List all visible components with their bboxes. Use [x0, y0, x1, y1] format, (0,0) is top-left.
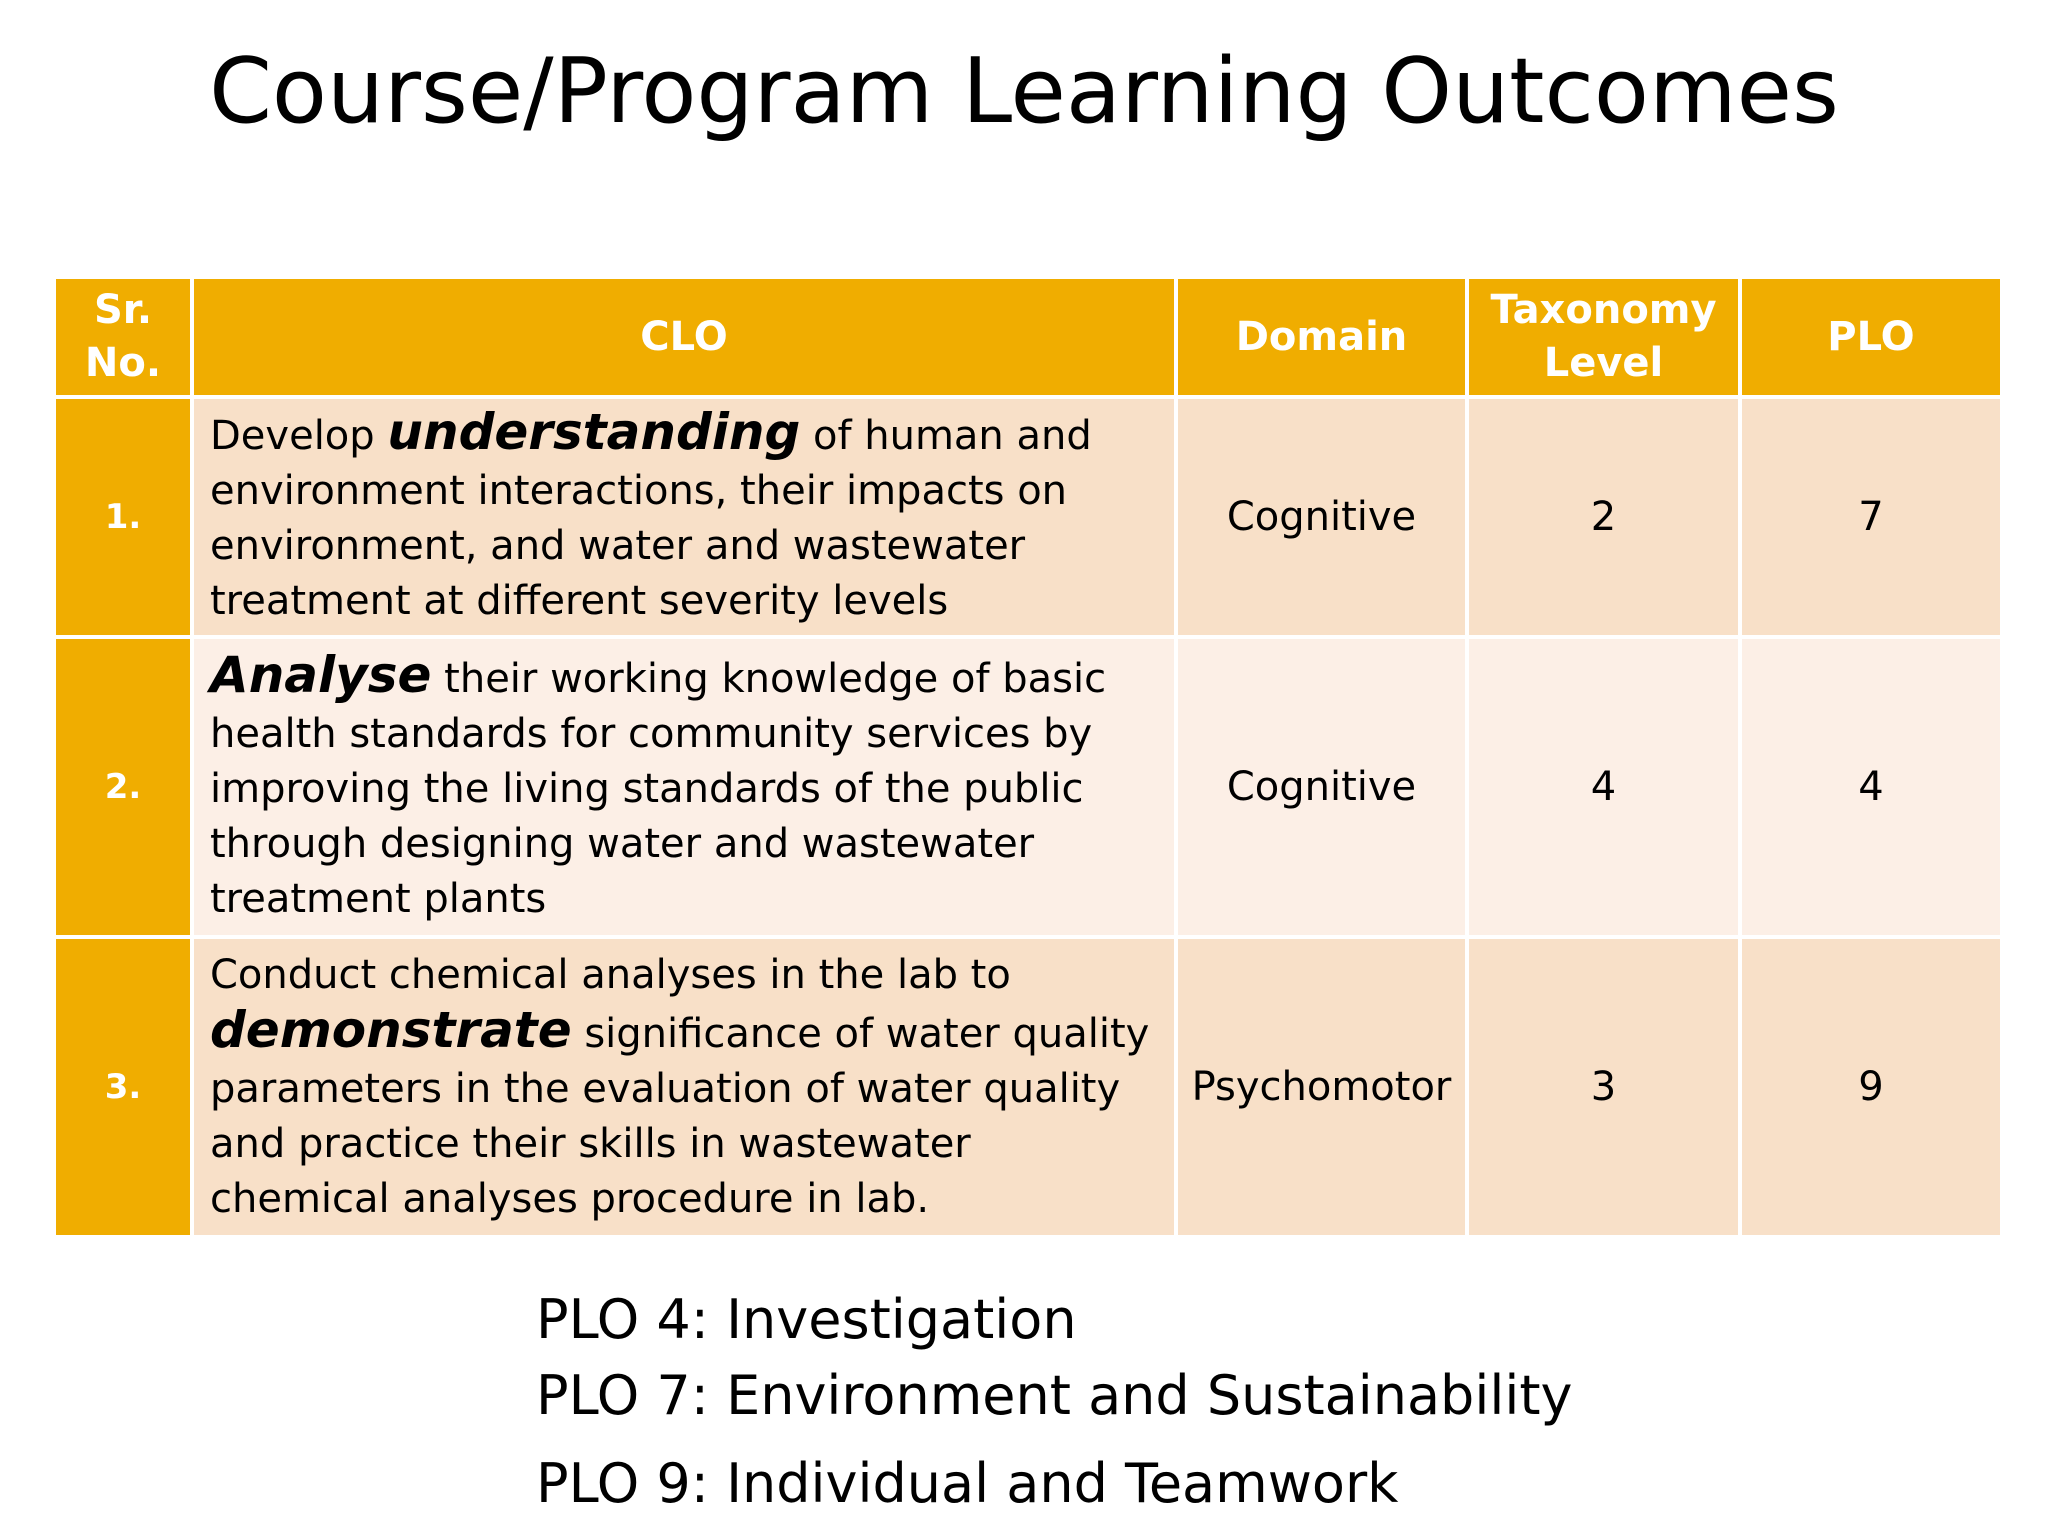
taxonomy-level-cell: 3 — [1467, 937, 1740, 1237]
header-taxonomy-line1: Taxonomy — [1490, 287, 1717, 333]
plo-cell: 7 — [1740, 397, 2002, 637]
header-taxonomy-line2: Level — [1543, 340, 1664, 386]
header-domain: Domain — [1176, 277, 1467, 397]
header-sr-line2: No. — [84, 340, 162, 386]
clo-cell — [192, 397, 1176, 637]
taxonomy-level-cell: 2 — [1467, 397, 1740, 637]
clo-cell — [192, 637, 1176, 937]
plo-cell: 4 — [1740, 637, 2002, 937]
clo-keyword: understanding — [387, 403, 801, 461]
clo-text-after: their working knowledge of basic health standards for community services by improving the living standards of the public through designing water and wastewater treatment plants — [210, 655, 1107, 922]
domain-cell: Psychomotor — [1176, 937, 1467, 1237]
header-sr-no — [54, 277, 192, 397]
clo-text-after: significance of water quality parameters in the evaluation of water quality and practice their skills in wastewater chemical analyses procedure in lab. — [210, 1010, 1150, 1222]
header-plo: PLO — [1740, 277, 2002, 397]
domain-cell: Cognitive — [1176, 397, 1467, 637]
header-taxonomy-level — [1467, 277, 1740, 397]
header-clo: CLO — [192, 277, 1176, 397]
plo-legend — [536, 1282, 1572, 1522]
taxonomy-level-cell: 4 — [1467, 637, 1740, 937]
plo-legend-item: PLO 7: Environment and Sustainability — [536, 1364, 1573, 1427]
table-row — [54, 937, 2002, 1237]
clo-text-before: Develop — [210, 413, 388, 459]
sr-cell: 3. — [54, 937, 192, 1237]
sr-cell: 1. — [54, 397, 192, 637]
clo-keyword: Analyse — [210, 645, 432, 704]
clo-text-before: Conduct chemical analyses in the lab to — [210, 951, 1011, 998]
slide-title: Course/Program Learning Outcomes — [209, 39, 1839, 144]
plo-legend-item: PLO 4: Investigation — [536, 1288, 1077, 1351]
domain-cell: Cognitive — [1176, 637, 1467, 937]
table-row — [54, 397, 2002, 637]
clo-table — [52, 275, 2004, 1239]
table-header-row — [54, 277, 2002, 397]
table-row — [54, 637, 2002, 937]
plo-cell: 9 — [1740, 937, 2002, 1237]
clo-cell — [192, 937, 1176, 1237]
clo-text-after: of human and environment interactions, their impacts on environment, and water and wastewater treatment at different severity levels — [210, 413, 1092, 624]
header-sr-line1: Sr. — [93, 287, 153, 333]
plo-legend-item: PLO 9: Individual and Teamwork — [536, 1452, 1399, 1515]
sr-cell: 2. — [54, 637, 192, 937]
clo-keyword: demonstrate — [210, 1000, 572, 1059]
